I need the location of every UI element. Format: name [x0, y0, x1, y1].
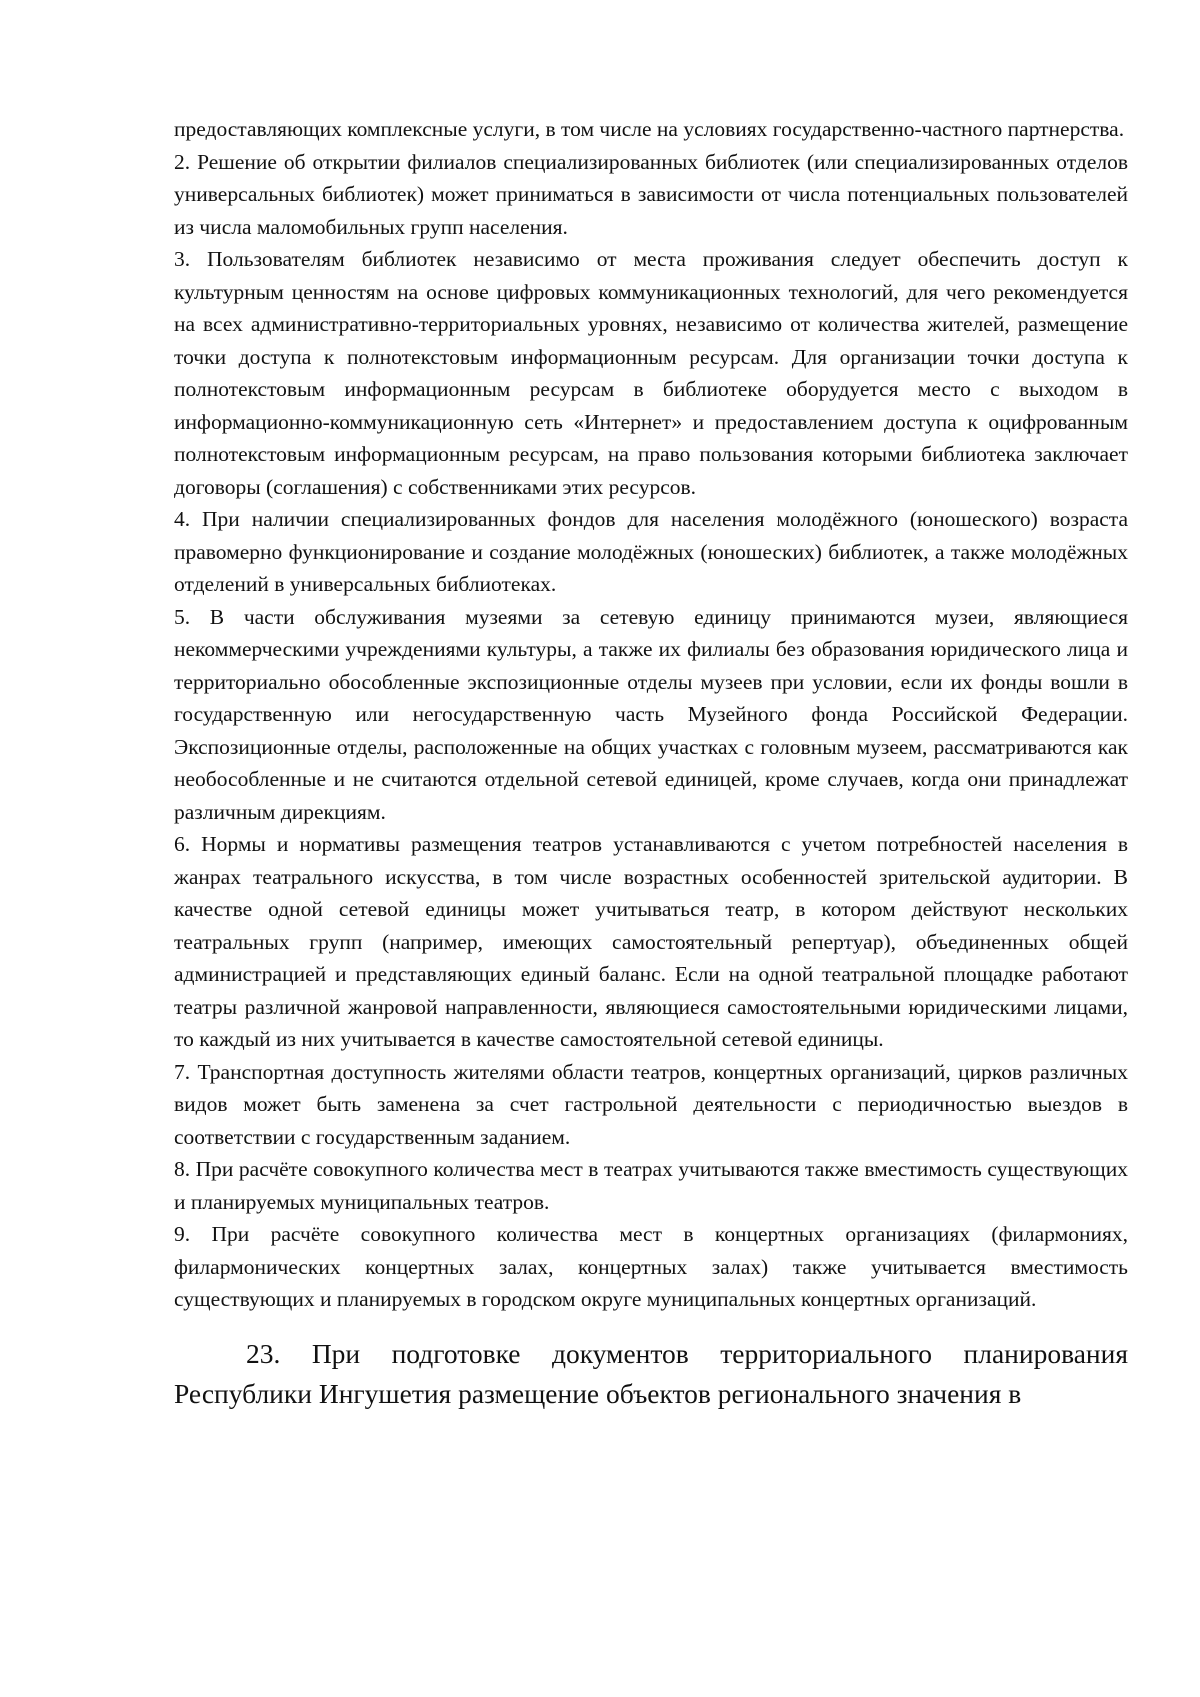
paragraph-item-6: 6. Нормы и нормативы размещения театров устанавливаются с учетом потребностей населения в жанрах театрального искусства, в том числе возрастных особенностей зрительской аудитории. В качестве одной сетевой единицы может учитываться театр, в котором действуют нескольких театральных групп (например, имеющих самостоятельный репертуар), объединенных общей администрацией и представляющих единый баланс. Если на одной театральной площадке работают театры различной жанровой направленности, являющиеся самостоятельными юридическими лицами, то каждый из них учитывается в качестве самостоятельной сетевой единицы.	[174, 832, 1128, 1051]
section-23-paragraph: 23. При подготовке документов территориального планирования Республики Ингушетия размещение объектов регионального значения в	[174, 1337, 1128, 1409]
paragraph-item-7: 7. Транспортная доступность жителями области театров, концертных организаций, цирков различных видов может быть заменена за счет гастрольной деятельности с периодичностью выездов в соответствии с государственным заданием.	[174, 1059, 1128, 1149]
paragraph-item-8: 8. При расчёте совокупного количества мест в театрах учитываются также вместимость существующих и планируемых муниципальных театров.	[174, 1157, 1128, 1214]
paragraph-item-4: 4. При наличии специализированных фондов для населения молодёжного (юношеского) возраста правомерно функционирование и создание молодёжных (юношеских) библиотек, а также молодёжных отделений в универсальных библиотеках.	[174, 507, 1128, 596]
document-page	[174, 113, 1128, 1414]
paragraph-item-9: 9. При расчёте совокупного количества мест в концертных организациях (филармониях, филармонических концертных залах, концертных залах) также учитывается вместимость существующих и планируемых в городском округе муниципальных концертных организаций.	[174, 1222, 1128, 1311]
paragraph-item-5: 5. В части обслуживания музеями за сетевую единицу принимаются музеи, являющиеся некоммерческими учреждениями культуры, а также их филиалы без образования юридического лица и территориально обособленные экспозиционные отделы музеев при условии, если их фонды вошли в государственную или негосударственную часть Музейного фонда Российской Федерации. Экспозиционные отделы, расположенные на общих участках с головным музеем, рассматриваются как необособленные и не считаются отдельной сетевой единицей, кроме случаев, когда они принадлежат различным дирекциям.	[174, 604, 1128, 824]
paragraph-item-3: 3. Пользователям библиотек независимо от места проживания следует обеспечить доступ к культурным ценностям на основе цифровых коммуникационных технологий, для чего рекомендуется на всех административно-территориальных уровнях, независимо от количества жителей, размещение точки доступа к полнотекстовым информационным ресурсам. Для организации точки доступа к полнотекстовым информационным ресурсам в библиотеке оборудуется место с выходом в информационно-коммуникационную сеть «Интернет» и предоставлением доступа к оцифрованным полнотекстовым информационным ресурсам, на право пользования которыми библиотека заключает договоры (соглашения) с собственниками этих ресурсов.	[174, 247, 1128, 499]
paragraph-item-2: 2. Решение об открытии филиалов специализированных библиотек (или специализированных отделов универсальных библиотек) может приниматься в зависимости от числа потенциальных пользователей из числа маломобильных групп населения.	[174, 149, 1128, 239]
paragraph-continuation: предоставляющих комплексные услуги, в том числе на условиях государственно-частного партнерства.	[174, 117, 1125, 141]
